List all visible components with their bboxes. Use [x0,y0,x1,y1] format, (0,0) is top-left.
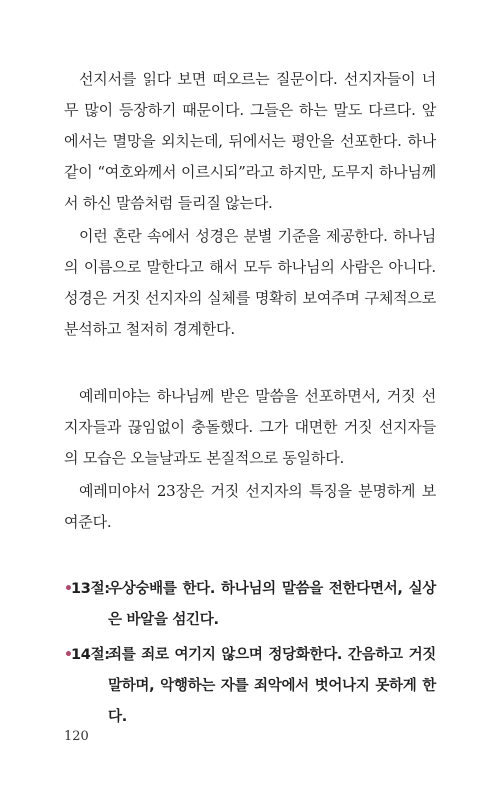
section-gap-small [64,538,436,574]
verse-description: 우상숭배를 한다. 하나님의 말씀을 전한다면서, 실상은 바알을 섬긴다. [108,581,436,628]
verse-reference: 14절: [71,647,110,663]
bullet-marker-icon: • [64,581,73,597]
paragraph-jeremiah: 예레미야는 하나님께 받은 말씀을 선포하면서, 거짓 선지자들과 끊임없이 충돌했다. 그가 대면한 거짓 선지자들의 모습은 오늘날과도 본질적으로 동일하다. [64,387,436,467]
paragraph-question: 선지서를 읽다 보면 떠오르는 질문이다. 선지자들이 너무 많이 등장하기 때문이다. 그들은 하는 말도 다르다. 앞에서는 멸망을 외치는데, 뒤에서는 평안을 선포한다. 하나같이 “여호와께서 이르시되”라고 하지만, 도무지 하나님께서 하신 말씀처럼 들리질 않는다. [64,70,436,212]
section-gap [64,345,436,381]
page-number: 120 [64,729,89,744]
list-item [64,574,436,636]
bullet-marker-icon: • [64,647,73,663]
paragraph-chapter-23: 예레미야서 23장은 거짓 선지자의 특징을 분명하게 보여준다. [64,482,436,531]
paragraph-discernment: 이런 혼란 속에서 성경은 분별 기준을 제공한다. 하나님의 이름으로 말한다고 해서 모두 하나님의 사람은 아니다. 성경은 거짓 선지자의 실체를 명확히 보여주며 구체적으로 분석하고 철저히 경계한다. [64,227,436,338]
list-item [64,640,436,733]
verse-reference: 13절: [71,581,110,597]
verse-description: 죄를 죄로 여기지 않으며 정당화한다. 간음하고 거짓말하며, 악행하는 자를 죄악에서 벗어나지 못하게 한다. [108,647,436,725]
verse-list [64,574,436,733]
page-body [64,64,436,737]
